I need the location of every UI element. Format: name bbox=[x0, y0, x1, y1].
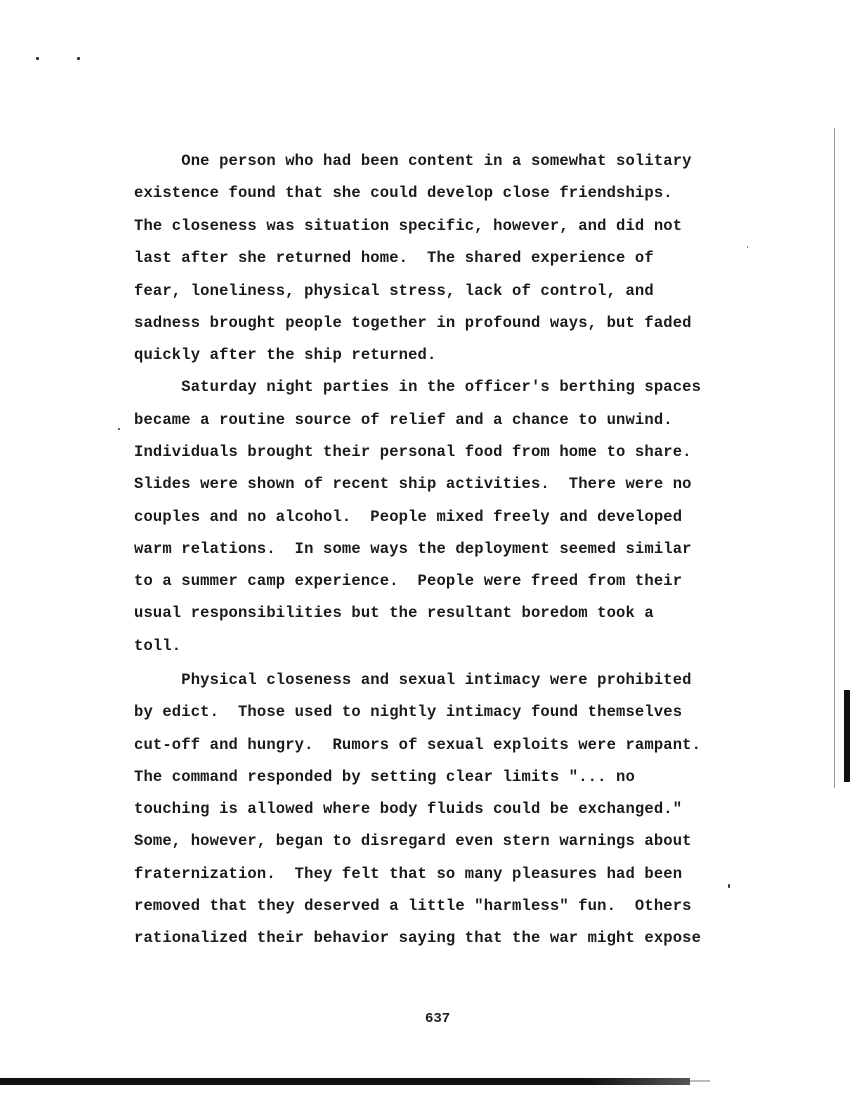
scan-speck bbox=[36, 57, 39, 60]
text-line: became a routine source of relief and a chance to unwind. bbox=[134, 411, 673, 429]
text-line: last after she returned home. The shared experience of bbox=[134, 249, 654, 267]
text-line: Slides were shown of recent ship activities. There were no bbox=[134, 475, 692, 493]
text-line: The closeness was situation specific, however, and did not bbox=[134, 217, 683, 235]
text-line: The command responded by setting clear limits "... no bbox=[134, 768, 635, 786]
text-line: Saturday night parties in the officer's berthing spaces bbox=[134, 378, 702, 396]
text-line: rationalized their behavior saying that the war might expose bbox=[134, 929, 702, 947]
text-line: fear, loneliness, physical stress, lack of control, and bbox=[134, 282, 654, 300]
text-line: Some, however, began to disregard even stern warnings about bbox=[134, 832, 692, 850]
scan-edge-bar bbox=[844, 690, 850, 782]
scan-speck bbox=[747, 246, 748, 248]
text-line: usual responsibilities but the resultant boredom took a bbox=[134, 604, 654, 622]
text-line: Individuals brought their personal food from home to share. bbox=[134, 443, 692, 461]
text-line: Physical closeness and sexual intimacy were prohibited bbox=[134, 671, 692, 689]
scan-speck bbox=[118, 428, 120, 430]
text-line: sadness brought people together in profound ways, but faded bbox=[134, 314, 692, 332]
scan-speck bbox=[77, 57, 80, 60]
text-line: touching is allowed where body fluids could be exchanged." bbox=[134, 800, 683, 818]
page-number: 637 bbox=[425, 1011, 451, 1027]
text-line: by edict. Those used to nightly intimacy found themselves bbox=[134, 703, 683, 721]
scan-speck bbox=[728, 884, 730, 888]
text-line: cut-off and hungry. Rumors of sexual exploits were rampant. bbox=[134, 736, 702, 754]
text-line: fraternization. They felt that so many pleasures had been bbox=[134, 865, 683, 883]
text-line: toll. bbox=[134, 637, 182, 655]
text-line: warm relations. In some ways the deployment seemed similar bbox=[134, 540, 692, 558]
text-line: couples and no alcohol. People mixed freely and developed bbox=[134, 508, 683, 526]
scan-bottom-bar bbox=[0, 1078, 690, 1085]
text-line: existence found that she could develop close friendships. bbox=[134, 184, 673, 202]
text-line: removed that they deserved a little "harmless" fun. Others bbox=[134, 897, 692, 915]
scan-edge-line bbox=[834, 128, 835, 788]
text-line: quickly after the ship returned. bbox=[134, 346, 437, 364]
text-line: One person who had been content in a somewhat solitary bbox=[134, 152, 692, 170]
text-line: to a summer camp experience. People were freed from their bbox=[134, 572, 683, 590]
scan-bottom-fade bbox=[690, 1080, 710, 1082]
